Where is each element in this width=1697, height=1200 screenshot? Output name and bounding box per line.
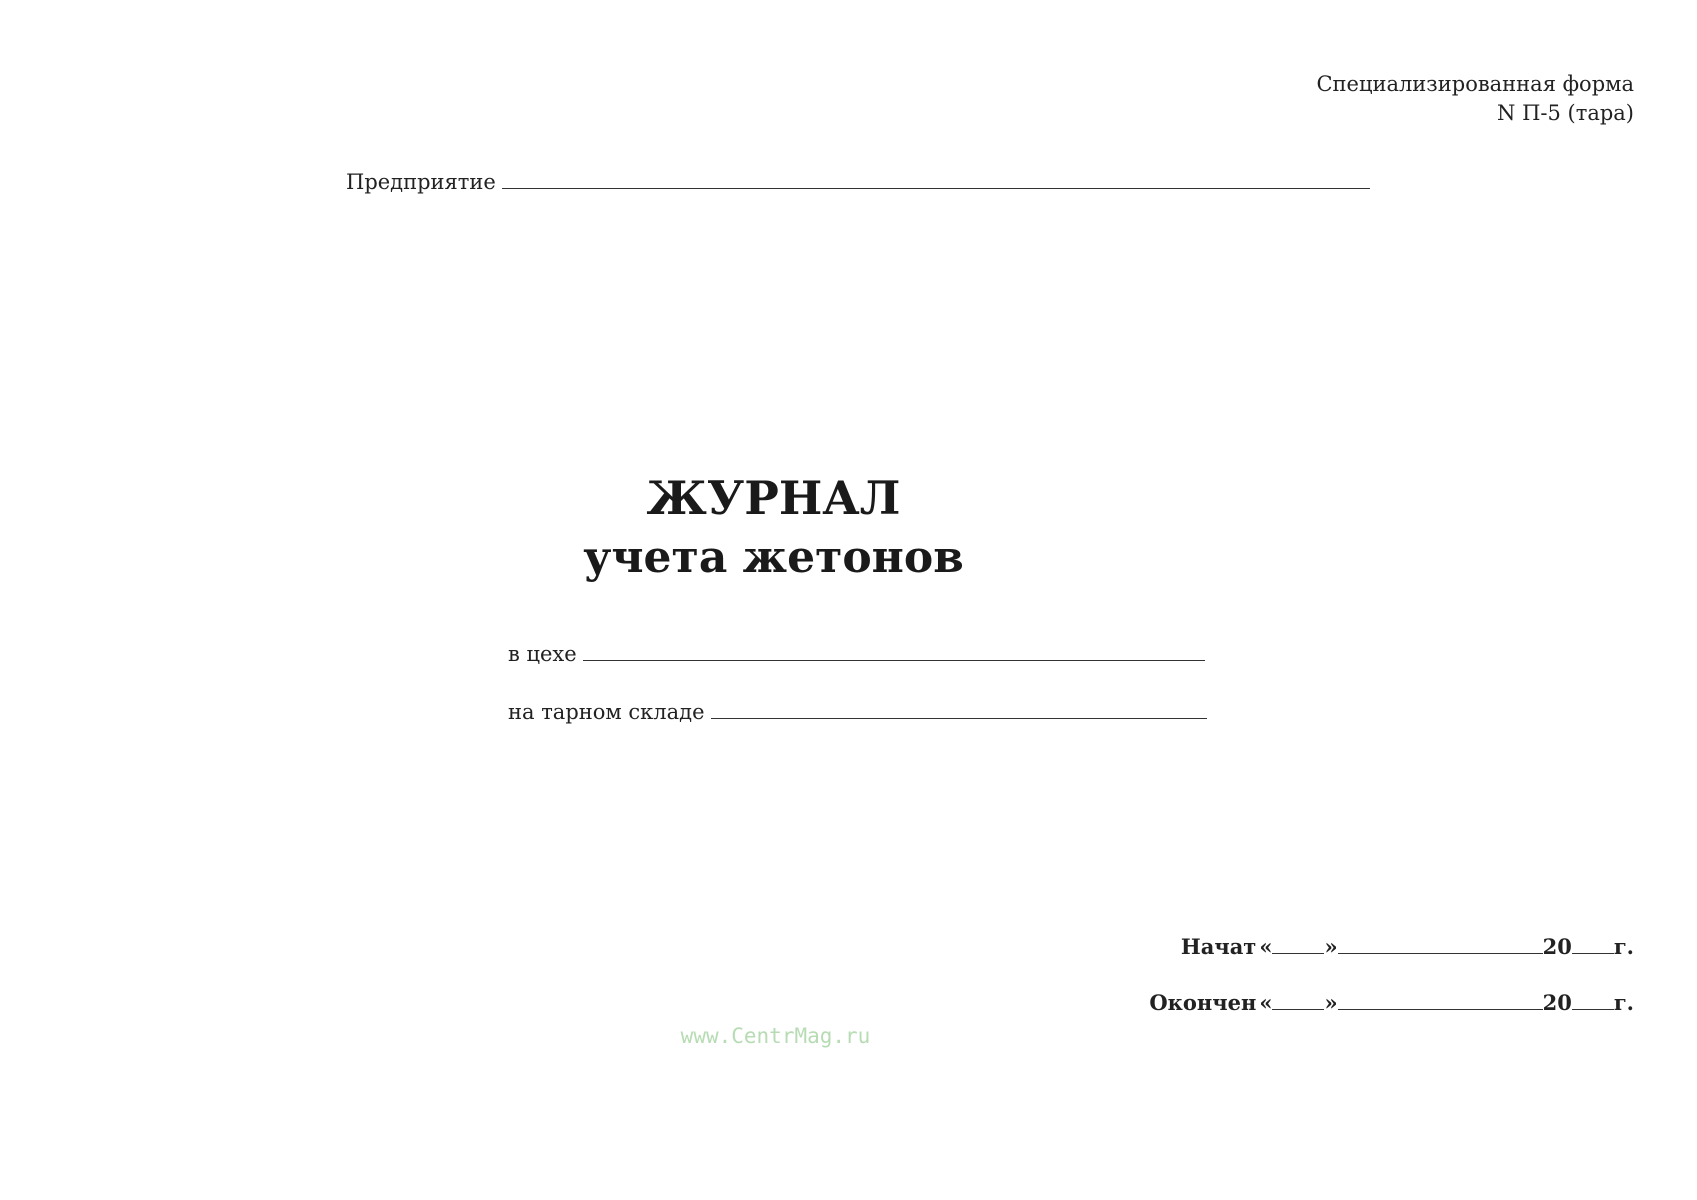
end-date-field xyxy=(1149,990,1634,1015)
start-date-field xyxy=(1181,934,1634,959)
start-date-label: Начат xyxy=(1180,934,1257,959)
shop-field xyxy=(508,642,1205,666)
document-title xyxy=(0,468,1697,588)
end-month-blank xyxy=(1338,991,1543,1010)
end-date-label: Окончен xyxy=(1149,990,1257,1015)
form-type-line-2: N П-5 (тара) xyxy=(1497,101,1634,125)
enterprise-blank-line xyxy=(502,170,1370,189)
end-day-blank xyxy=(1272,991,1324,1010)
start-month-blank xyxy=(1338,935,1543,954)
store-field xyxy=(508,700,1207,724)
title-main: ЖУРНАЛ xyxy=(646,471,901,525)
form-type-line-1: Специализированная форма xyxy=(1316,72,1634,96)
enterprise-field xyxy=(346,170,1370,194)
title-subtitle: учета жетонов xyxy=(583,532,964,583)
form-type-header xyxy=(1316,70,1634,128)
store-label: на тарном складе xyxy=(508,700,705,724)
start-year-prefix: 20 xyxy=(1542,934,1572,959)
start-open-quote: « xyxy=(1259,934,1273,959)
start-year-suffix: г. xyxy=(1613,934,1634,959)
end-open-quote: « xyxy=(1259,990,1273,1015)
watermark-text: www.CentrMag.ru xyxy=(680,1024,871,1048)
end-close-quote: » xyxy=(1324,990,1338,1015)
watermark xyxy=(0,1024,1697,1048)
start-day-blank xyxy=(1272,935,1324,954)
start-year-blank xyxy=(1572,935,1614,954)
end-year-blank xyxy=(1572,991,1614,1010)
store-blank-line xyxy=(711,700,1207,719)
enterprise-label: Предприятие xyxy=(346,170,496,194)
end-year-suffix: г. xyxy=(1613,990,1634,1015)
shop-label: в цехе xyxy=(508,642,577,666)
start-close-quote: » xyxy=(1324,934,1338,959)
shop-blank-line xyxy=(583,642,1205,661)
end-year-prefix: 20 xyxy=(1542,990,1572,1015)
